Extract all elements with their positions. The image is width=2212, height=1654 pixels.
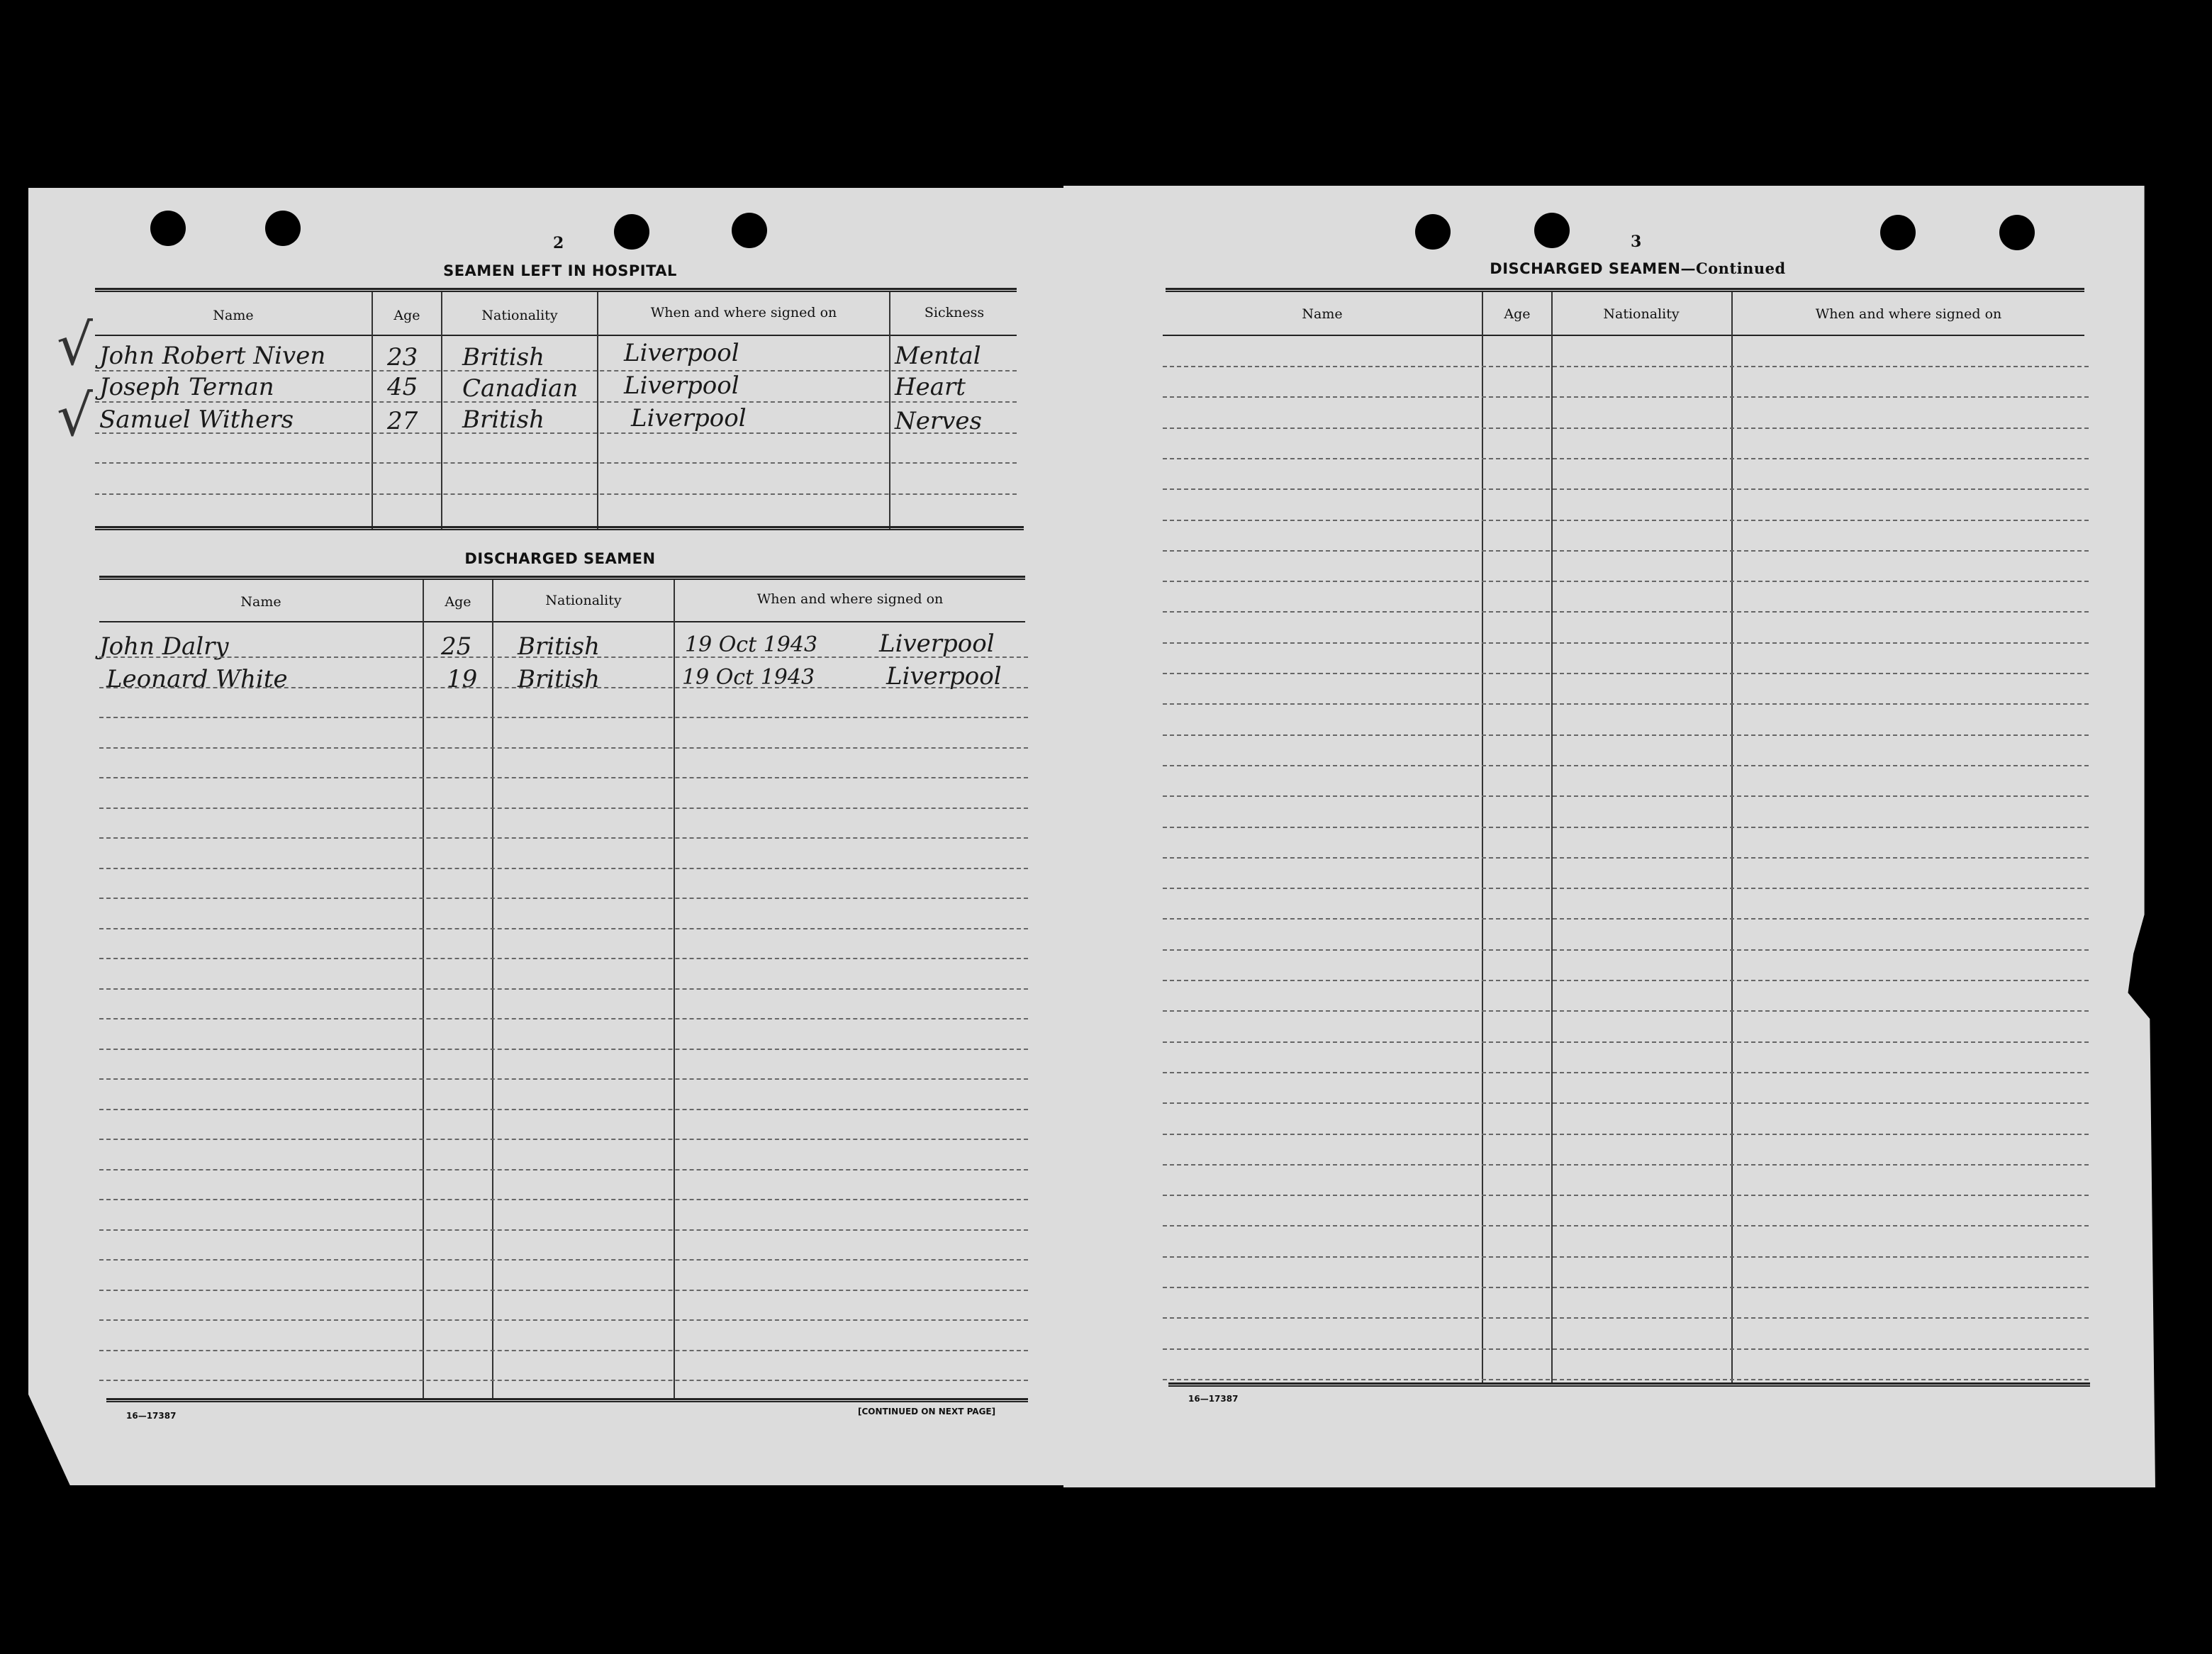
punch-hole — [265, 211, 301, 246]
ruled-line — [1163, 765, 2089, 766]
hospital-name-2: Joseph Ternan — [99, 373, 274, 401]
title-bold: DISCHARGED SEAMEN — [1490, 260, 1681, 277]
hospital-nationality-1: British — [462, 343, 544, 371]
ruled-line — [1163, 734, 2089, 736]
table-bottom-rule — [106, 1398, 1028, 1402]
ruled-line — [99, 1049, 1028, 1050]
col-header-nationality: Nationality — [481, 308, 558, 323]
ruled-line — [99, 1169, 1028, 1170]
title-suffix: —Continued — [1680, 259, 1786, 277]
ruled-line — [99, 808, 1028, 809]
ruled-line — [1163, 1379, 2089, 1380]
hospital-sickness-1: Mental — [895, 342, 981, 370]
ruled-line — [1163, 1225, 2089, 1226]
punch-hole — [732, 213, 767, 248]
discharged-place-2: Liverpool — [886, 662, 1002, 691]
punch-hole — [1880, 215, 1916, 250]
check-mark: √ — [57, 383, 93, 449]
col-header-sickness: Sickness — [924, 305, 985, 320]
header-rule — [1163, 335, 2084, 336]
col-header-signed-on: When and where signed on — [650, 305, 837, 320]
page-number: 2 — [553, 234, 564, 252]
col-header-nationality: Nationality — [1603, 306, 1680, 322]
discharged-date-2: 19 Oct 1943 — [682, 665, 815, 690]
header-rule — [99, 621, 1025, 622]
hospital-signed-on-1: Liverpool — [624, 339, 739, 367]
discharged-name-1: John Dalry — [99, 632, 229, 661]
column-divider — [1551, 292, 1553, 1384]
ruled-line — [99, 777, 1028, 778]
ruled-line — [99, 1229, 1028, 1231]
ruled-line — [99, 1139, 1028, 1140]
check-mark: √ — [57, 312, 93, 378]
ruled-line — [1163, 428, 2089, 429]
col-header-age: Age — [1504, 306, 1531, 322]
ruled-line — [99, 898, 1028, 899]
ruled-line — [99, 1290, 1028, 1291]
col-header-age: Age — [445, 594, 471, 610]
ruled-line — [1163, 1287, 2089, 1288]
ruled-line — [1163, 827, 2089, 828]
punch-hole — [614, 214, 649, 250]
ruled-line — [1163, 888, 2089, 889]
col-header-name: Name — [240, 594, 281, 610]
hospital-age-3: 27 — [387, 407, 418, 435]
discharged-name-2: Leonard White — [106, 665, 288, 693]
hospital-name-3: Samuel Withers — [99, 406, 294, 434]
ruled-line — [1163, 1041, 2089, 1043]
section-title-hospital: SEAMEN LEFT IN HOSPITAL — [443, 262, 677, 279]
ruled-line — [1163, 673, 2089, 674]
ruled-line — [1163, 1256, 2089, 1258]
table-bottom-rule — [95, 526, 1024, 530]
column-divider — [1731, 292, 1733, 1384]
header-rule — [95, 335, 1017, 336]
col-header-signed-on: When and where signed on — [756, 591, 944, 607]
discharged-age-1: 25 — [441, 632, 472, 661]
ruled-line — [99, 958, 1028, 959]
col-header-age: Age — [393, 308, 420, 323]
column-divider — [492, 580, 493, 1399]
ruled-line — [99, 1319, 1028, 1321]
ruled-line — [1163, 949, 2089, 951]
table-top-rule — [1166, 288, 2084, 292]
continued-note: [CONTINUED ON NEXT PAGE] — [858, 1407, 996, 1416]
hospital-sickness-2: Heart — [895, 373, 966, 401]
form-number: 16—17387 — [1188, 1394, 1239, 1404]
ruled-line — [95, 462, 1017, 464]
ruled-line — [1163, 1102, 2089, 1104]
hospital-signed-on-2: Liverpool — [624, 371, 739, 400]
ruled-line — [99, 1078, 1028, 1080]
right-page — [1063, 186, 2155, 1487]
ruled-line — [1163, 1317, 2089, 1319]
ruled-line — [1163, 1195, 2089, 1196]
column-divider — [1482, 292, 1483, 1384]
ruled-line — [1163, 520, 2089, 521]
ruled-line — [1163, 1348, 2089, 1350]
discharged-nationality-2: British — [518, 665, 600, 693]
ruled-line — [95, 370, 1017, 371]
ruled-line — [1163, 366, 2089, 367]
column-divider — [674, 580, 675, 1399]
ruled-line — [1163, 642, 2089, 644]
discharged-place-1: Liverpool — [879, 630, 995, 658]
punch-hole — [1415, 214, 1451, 250]
table-top-rule — [99, 576, 1025, 580]
ruled-line — [99, 1350, 1028, 1351]
ruled-line — [1163, 918, 2089, 920]
ruled-line — [99, 837, 1028, 839]
ruled-line — [99, 656, 1028, 658]
punch-hole — [1999, 215, 2035, 250]
ruled-line — [1163, 980, 2089, 981]
col-header-nationality: Nationality — [545, 593, 622, 608]
ruled-line — [1163, 550, 2089, 552]
ruled-line — [1163, 488, 2089, 490]
ruled-line — [1163, 857, 2089, 859]
ruled-line — [1163, 703, 2089, 705]
ruled-line — [1163, 1010, 2089, 1012]
ruled-line — [99, 717, 1028, 718]
table-bottom-rule — [1168, 1382, 2090, 1387]
hospital-nationality-3: British — [462, 406, 544, 434]
hospital-nationality-2: Canadian — [462, 374, 579, 403]
col-header-name: Name — [1302, 306, 1343, 322]
page-number: 3 — [1631, 233, 1642, 251]
ruled-line — [99, 1018, 1028, 1019]
col-header-signed-on: When and where signed on — [1815, 306, 2002, 322]
ruled-line — [1163, 1134, 2089, 1135]
ruled-line — [99, 687, 1028, 688]
ruled-line — [1163, 1072, 2089, 1073]
section-title-discharged-continued — [1446, 259, 1829, 277]
ruled-line — [1163, 795, 2089, 797]
hospital-name-1: John Robert Niven — [99, 342, 326, 370]
ruled-line — [1163, 581, 2089, 582]
ruled-line — [1163, 1164, 2089, 1166]
hospital-age-1: 23 — [387, 343, 418, 371]
discharged-nationality-1: British — [518, 632, 600, 661]
column-divider — [423, 580, 424, 1399]
ruled-line — [99, 1199, 1028, 1200]
ruled-line — [99, 1259, 1028, 1261]
ruled-line — [99, 868, 1028, 869]
hospital-age-2: 45 — [387, 373, 418, 401]
ruled-line — [99, 988, 1028, 990]
discharged-age-2: 19 — [447, 665, 478, 693]
col-header-name: Name — [213, 308, 254, 323]
form-number: 16—17387 — [126, 1411, 177, 1421]
hospital-signed-on-3: Liverpool — [631, 404, 747, 432]
table-top-rule — [95, 288, 1017, 292]
ruled-line — [1163, 396, 2089, 398]
hospital-sickness-3: Nerves — [895, 407, 982, 435]
ruled-line — [95, 493, 1017, 495]
ruled-line — [1163, 611, 2089, 613]
ruled-line — [99, 1380, 1028, 1381]
ruled-line — [1163, 458, 2089, 459]
ruled-line — [99, 1109, 1028, 1110]
section-title-discharged: DISCHARGED SEAMEN — [464, 550, 656, 567]
discharged-date-1: 19 Oct 1943 — [685, 632, 818, 657]
punch-hole — [150, 211, 186, 246]
ruled-line — [99, 747, 1028, 749]
punch-hole — [1534, 213, 1570, 248]
ruled-line — [99, 928, 1028, 929]
